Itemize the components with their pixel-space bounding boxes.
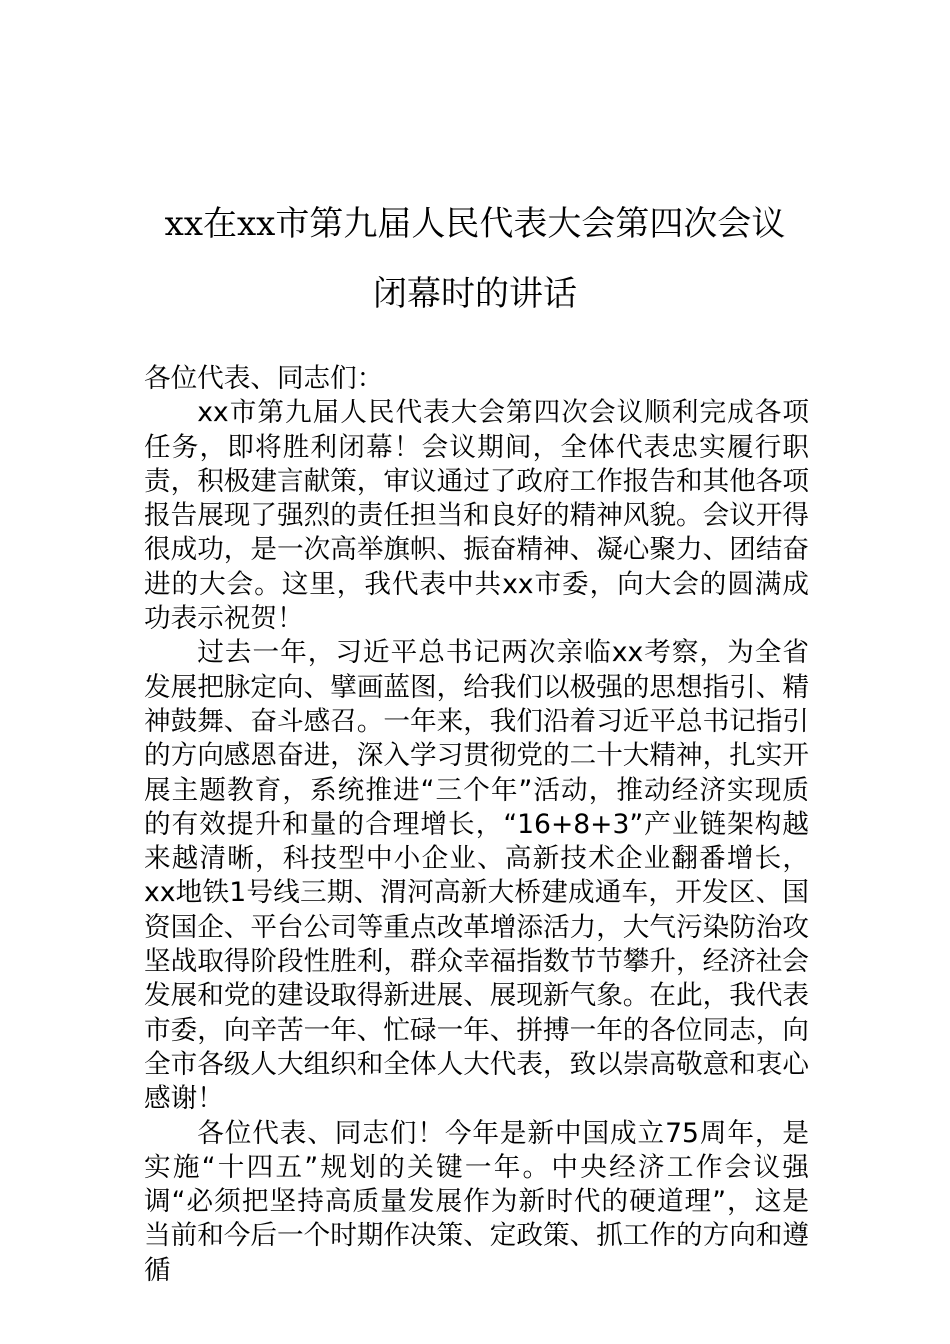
document-title-line-1: xx在xx市第九届人民代表大会第四次会议 [164,204,786,244]
paragraph-3: 各位代表、同志们！今年是新中国成立75周年，是实施“十四五”规划的关键一年。中央经济工作会议强调“必须把坚持高质量发展作为新时代的硬道理”，这是当前和今后一个时期作决策、定政策、抓工作的方向和遵循 [144,1117,809,1286]
paragraph-2: 过去一年，习近平总书记两次亲临xx考察，为全省发展把脉定向、擘画蓝图，给我们以极强的思想指引、精神鼓舞、奋斗感召。一年来，我们沿着习近平总书记指引的方向感恩奋进，深入学习贯彻党的二十大精神，扎实开展主题教育，系统推进“三个年”活动，推动经济实现质的有效提升和量的合理增长，“16+8+3”产业链架构越来越清晰，科技型中小企业、高新技术企业翻番增长，xx地铁1号线三期、渭河高新大桥建成通车，开发区、国资国企、平台公司等重点改革增添活力，大气污染防治攻坚战取得阶段性胜利，群众幸福指数节节攀升，经济社会发展和党的建设取得新进展、展现新气象。在此，我代表市委，向辛苦一年、忙碌一年、拼搏一年的各位同志，向全市各级人大组织和全体人大代表，致以崇高敬意和衷心感谢！ [144,637,809,1115]
document-body [144,362,809,1288]
document-title-line-2: 闭幕时的讲话 [373,274,577,314]
paragraph-1: xx市第九届人民代表大会第四次会议顺利完成各项任务，即将胜利闭幕！会议期间，全体代表忠实履行职责，积极建言献策，审议通过了政府工作报告和其他各项报告展现了强烈的责任担当和良好的精神风貌。会议开得很成功，是一次高举旗帜、振奋精神、凝心聚力、团结奋进的大会。这里，我代表中共xx市委，向大会的圆满成功表示祝贺！ [144,397,809,635]
salutation: 各位代表、同志们： [144,363,384,394]
